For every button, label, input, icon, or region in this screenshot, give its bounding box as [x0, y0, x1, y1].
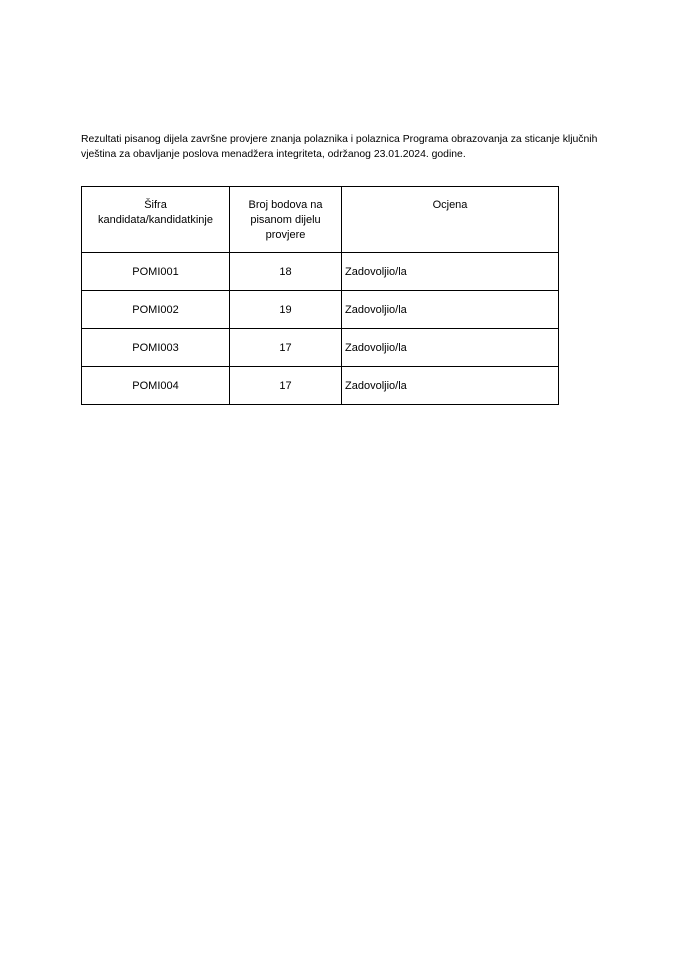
cell-grade: Zadovoljio/la	[342, 367, 559, 405]
cell-candidate-code: POMI002	[82, 291, 230, 329]
header-line: Broj bodova na	[248, 199, 323, 211]
table-header-row	[82, 187, 559, 253]
cell-candidate-code: POMI003	[82, 329, 230, 367]
cell-grade: Zadovoljio/la	[342, 329, 559, 367]
table-row	[82, 291, 559, 329]
intro-line: vještina za obavljanje poslova menadžera integriteta, održanog 23.01.2024. godine.	[81, 148, 466, 160]
header-line: kandidata/kandidatkinje	[98, 214, 213, 226]
cell-points: 17	[230, 367, 342, 405]
header-line: provjere	[265, 229, 306, 241]
header-grade	[342, 187, 559, 253]
cell-points: 18	[230, 253, 342, 291]
header-points	[230, 187, 342, 253]
header-candidate-code	[82, 187, 230, 253]
table-row	[82, 367, 559, 405]
cell-candidate-code: POMI004	[82, 367, 230, 405]
cell-grade: Zadovoljio/la	[342, 253, 559, 291]
cell-points: 19	[230, 291, 342, 329]
results-table	[81, 186, 559, 405]
header-line: Šifra	[144, 199, 167, 211]
cell-candidate-code: POMI001	[82, 253, 230, 291]
cell-points: 17	[230, 329, 342, 367]
header-line: pisanom dijelu	[250, 214, 321, 226]
cell-grade: Zadovoljio/la	[342, 291, 559, 329]
header-line: Ocjena	[432, 199, 468, 211]
intro-line: Rezultati pisanog dijela završne provjere znanja polaznika i polaznica Programa obrazovanja za sticanje ključnih	[81, 134, 598, 145]
table-row	[82, 329, 559, 367]
table-row	[82, 253, 559, 291]
intro-paragraph	[81, 133, 621, 162]
